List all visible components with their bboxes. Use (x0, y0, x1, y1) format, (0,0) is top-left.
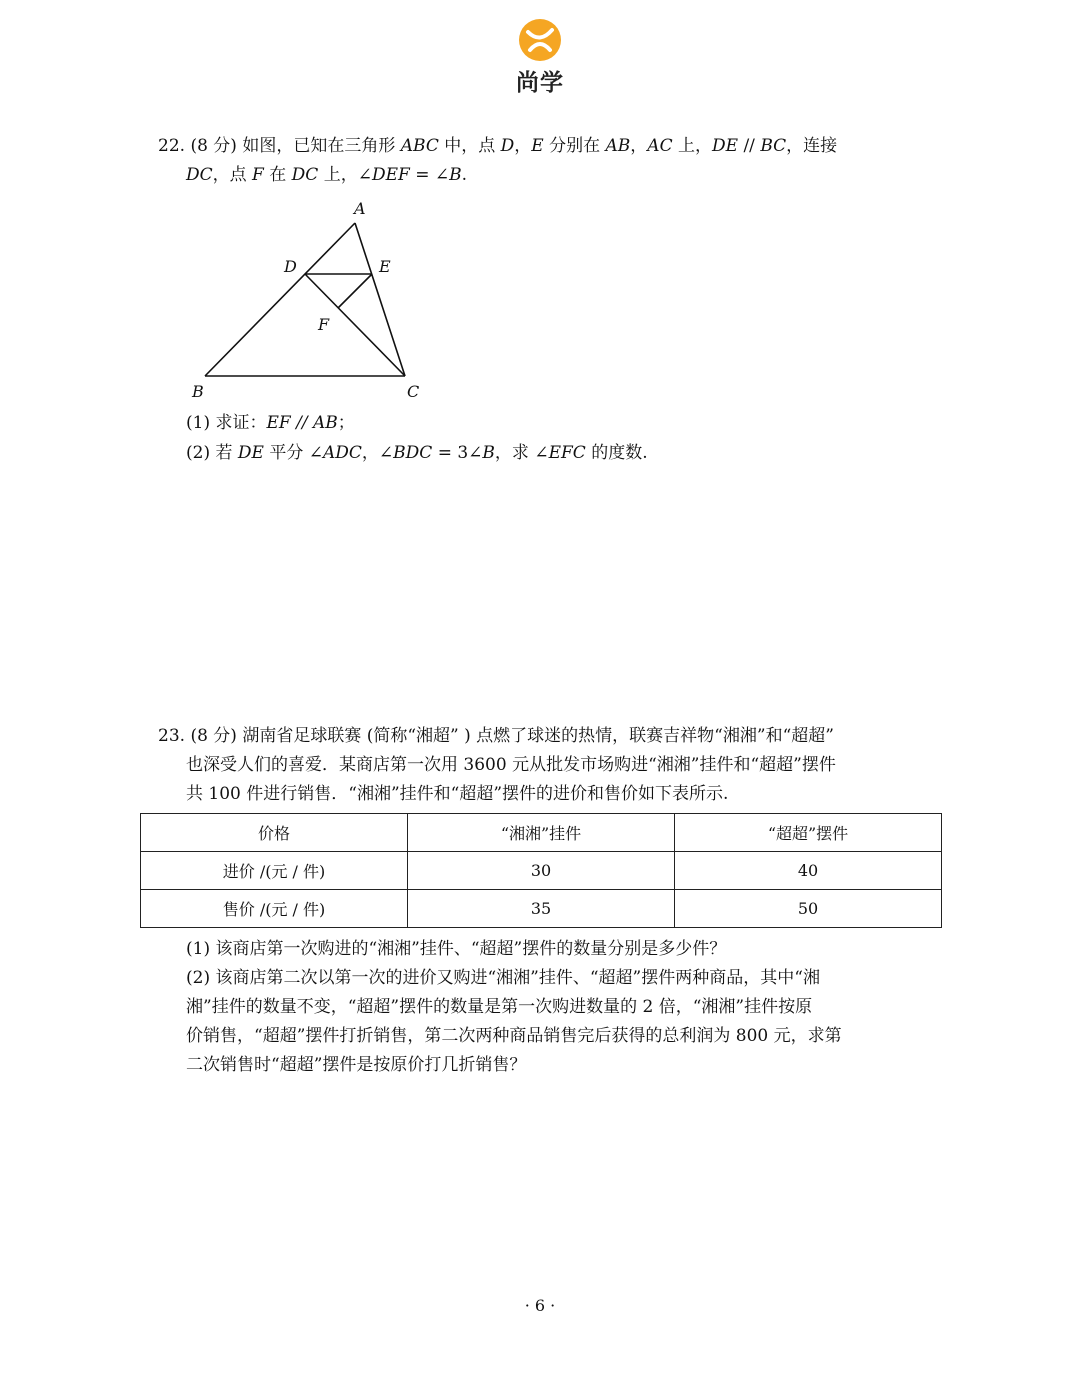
label-f: F (318, 315, 330, 334)
table-cell: 30 (408, 852, 675, 890)
table-cell: 35 (408, 890, 675, 928)
table-cell: 售价 /(元 / 件) (141, 890, 408, 928)
q23-subquestion-1: (1) 该商店第一次购进的“湘湘”挂件、“超超”摆件的数量分别是多少件？ (186, 939, 727, 959)
table-row (141, 852, 942, 890)
table-header-cell: 价格 (141, 814, 408, 852)
segment-ac (355, 223, 405, 376)
label-d: D (284, 257, 297, 276)
price-table (140, 813, 942, 928)
segment-ef (338, 274, 372, 308)
label-c: C (407, 382, 420, 401)
brand-logo (505, 18, 575, 96)
logo-mark-icon (518, 18, 562, 62)
label-a: A (354, 199, 366, 218)
q23-subquestion-2-line-4: 二次销售时“超超”摆件是按原价打几折销售？ (186, 1055, 527, 1075)
table-header-cell: “超超”摆件 (675, 814, 942, 852)
q22-subquestion-1: (1) 求证：EF // AB； (186, 413, 355, 433)
table-header-row (141, 814, 942, 852)
logo-text: 尚学 (516, 70, 564, 96)
q23-stem-line-2: 也深受人们的喜爱．某商店第一次用 3600 元从批发市场购进“湘湘”挂件和“超超”摆件 (186, 755, 836, 775)
segment-ab (205, 223, 355, 376)
table-cell: 50 (675, 890, 942, 928)
label-b: B (192, 382, 204, 401)
q22-stem-line-2: DC，点 F 在 DC 上，∠DEF = ∠B. (186, 165, 468, 185)
table-cell: 进价 /(元 / 件) (141, 852, 408, 890)
q23-subquestion-2-line-2: 湘”挂件的数量不变，“超超”摆件的数量是第一次购进数量的 2 倍，“湘湘”挂件按原 (186, 997, 813, 1017)
table-header-cell: “湘湘”挂件 (408, 814, 675, 852)
table-row (141, 890, 942, 928)
label-e: E (379, 257, 391, 276)
table-cell: 40 (675, 852, 942, 890)
page-number: · 6 · (524, 1296, 556, 1315)
q22-stem-line-1: 22. (8 分) 如图，已知在三角形 ABC 中，点 D，E 分别在 AB，AC 上，DE // BC，连接 (158, 136, 838, 156)
triangle-figure (180, 195, 440, 407)
q23-subquestion-2-line-1: (2) 该商店第二次以第一次的进价又购进“湘湘”挂件、“超超”摆件两种商品，其中“湘 (186, 968, 820, 988)
q22-subquestion-2: (2) 若 DE 平分 ∠ADC，∠BDC = 3∠B，求 ∠EFC 的度数. (186, 443, 648, 463)
q23-stem-line-3: 共 100 件进行销售．“湘湘”挂件和“超超”摆件的进价和售价如下表所示. (186, 784, 729, 804)
q23-subquestion-2-line-3: 价销售，“超超”摆件打折销售，第二次两种商品销售完后获得的总利润为 800 元，求第 (186, 1026, 842, 1046)
q23-stem-line-1: 23. (8 分) 湖南省足球联赛 (简称“湘超” ) 点燃了球迷的热情，联赛吉祥物“湘湘”和“超超” (158, 726, 834, 746)
